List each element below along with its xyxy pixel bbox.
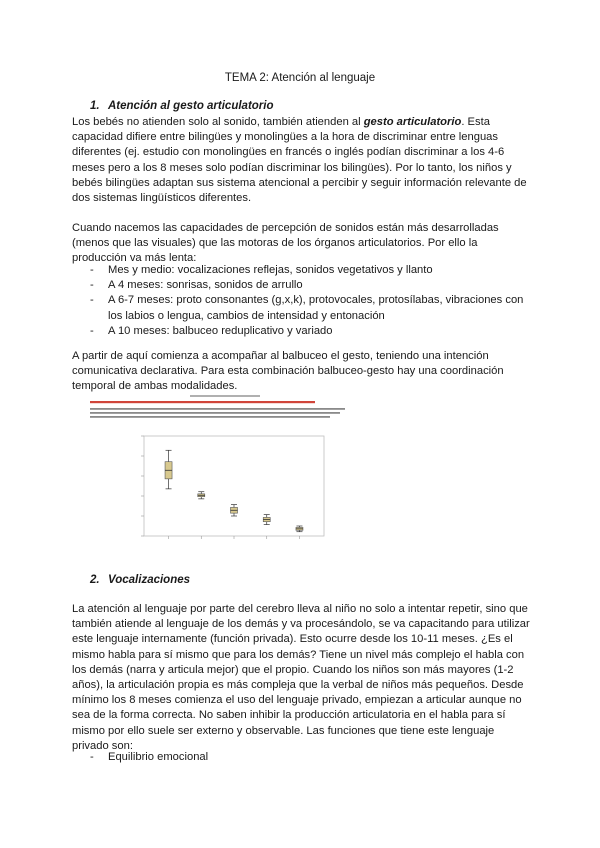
- emphasis-text: gesto articulatorio: [363, 116, 462, 128]
- list-item: - Mes y medio: vocalizaciones reflejas, sonidos vegetativos y llanto: [90, 263, 530, 278]
- section-2-number: 2.: [90, 574, 100, 586]
- box-1: [165, 450, 172, 539]
- plot-frame: [144, 436, 324, 536]
- box-4: [263, 515, 270, 539]
- page-title: TEMA 2: Atención al lenguaje: [224, 72, 376, 84]
- embedded-figure: [90, 394, 355, 554]
- paragraph-text: . Esta capacidad difiere entre bilingües y monolingües a la hora de discriminar entre lenguas diferentes (ej. estudio con monolingües en francés o inglés podían discriminar a los 4-6 meses pero a los 8 meses solo podían discriminar los bilingües). Por lo tanto, los niños y bebés bilingües adaptan sus sistema atencional a percibir y seguir información relevante de dos sistemas lingüísticos diferentes.: [72, 116, 527, 205]
- section-1-paragraph-1: [72, 115, 532, 206]
- paragraph-text: Los bebés no atienden solo al sonido, también atienden al: [72, 116, 364, 128]
- section-1-number: 1.: [90, 100, 100, 112]
- production-list: [90, 263, 530, 339]
- box-5: [296, 526, 303, 539]
- section-1-paragraph-3: A partir de aquí comienza a acompañar al balbuceo el gesto, teniendo una intención comunicativa declarativa. Para esta combinación balbuceo-gesto hay una coordinación temporal de ambas modalidades.: [72, 350, 504, 393]
- figure-caption-text: [90, 394, 355, 424]
- functions-list: [90, 750, 530, 765]
- box-2: [198, 492, 205, 539]
- list-item: - A 4 meses: sonrisas, sonidos de arrullo: [90, 278, 530, 293]
- boxplot-chart: [120, 434, 330, 549]
- section-2-heading: [90, 574, 190, 586]
- section-1-title: Atención al gesto articulatorio: [108, 100, 274, 112]
- list-item: - A 10 meses: balbuceo reduplicativo y variado: [90, 324, 530, 339]
- list-item: - A 6-7 meses: proto consonantes (g,x,k), protovocales, protosílabas, vibraciones con los labios o lengua, cambios de intensidad y entonación: [90, 293, 530, 323]
- section-2-title: Vocalizaciones: [108, 574, 191, 586]
- section-2-paragraph-1: La atención al lenguaje por parte del cerebro lleva al niño no solo a intentar repetir, sino que también atiende al lenguaje de los demás y va procesándolo, se va capacitando para utilizar este lenguaje internamente (función privada). Esto ocurre desde los 10-11 meses. ¿Es el mismo habla para sí mismo que para los demás? Tiene un nivel más complejo el habla con los demás (narra y articula mejor) que el propio. Cuando los niños son más mayores (1-2 años), la articulación propia es más compleja que la verbal de niños más pequeños. Desde mínimo los 8 meses comienza el uso del lenguaje privado, empiezan a articular aunque no sea de la forma correcta. No saben inhibir la producción articulatoria en el habla para sí mismo por ello suele ser externo y observable. Las funciones que tiene este lenguaje privado son:: [72, 603, 530, 752]
- section-1-paragraph-2: Cuando nacemos las capacidades de percepción de sonidos están más desarrolladas (menos que las visuales) que las motoras de los órganos articulatorios. Por ello la producción va más lenta:: [72, 222, 499, 265]
- list-item: - Equilibrio emocional: [90, 750, 530, 765]
- box-3: [231, 505, 238, 539]
- section-1-heading: [90, 100, 274, 112]
